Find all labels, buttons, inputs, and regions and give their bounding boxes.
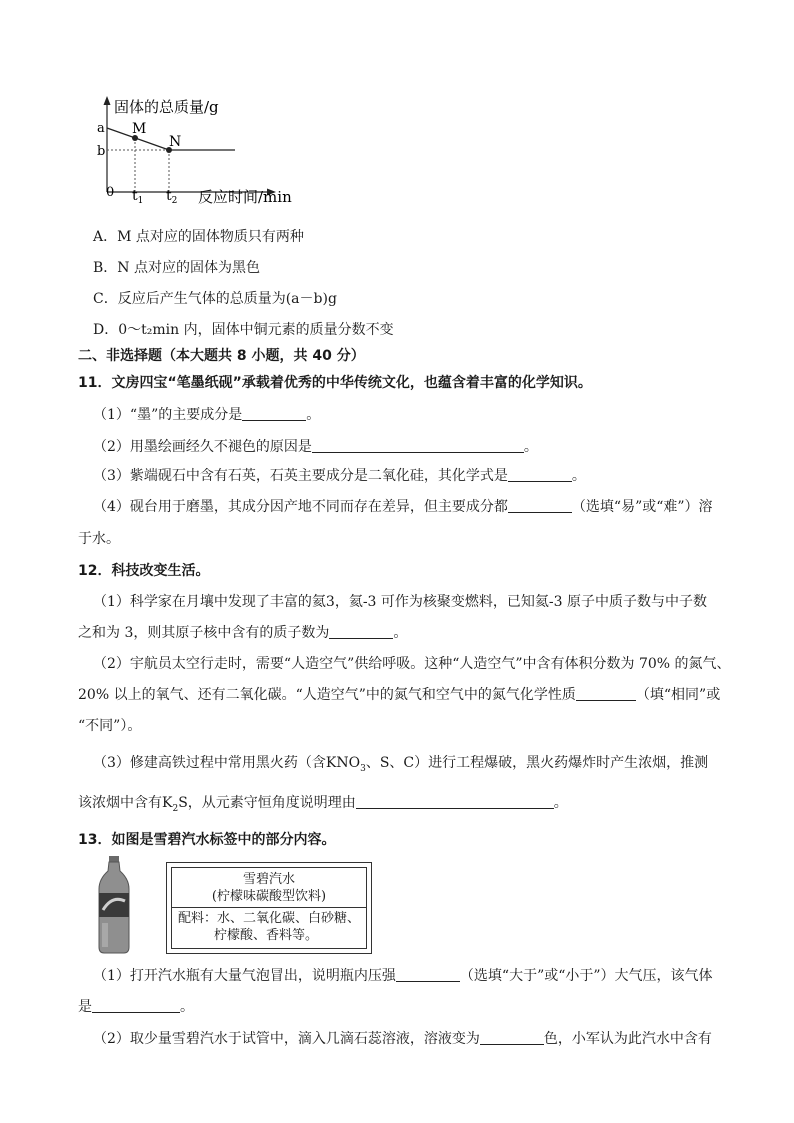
q11-part4-cont: 于水。 (78, 531, 120, 547)
label-title: 雪碧汽水 (242, 872, 295, 887)
q12-part2-end: “不同”）。 (78, 718, 142, 734)
mass-time-graph (94, 92, 324, 212)
q11-part3-text: （3）紫端砚石中含有石英，石英主要成分是二氧化硅，其化学式是 (93, 468, 508, 484)
q11-part3-end: 。 (571, 468, 586, 484)
option-d: D．0～t₂min 内，固体中铜元素的质量分数不变 (93, 322, 394, 338)
option-a: A．M 点对应的固体物质只有两种 (93, 229, 304, 245)
sprite-label-box (166, 862, 372, 954)
y-axis-arrow (104, 96, 111, 105)
label-ingredients-1: 配料：水、二氧化碳、白砂糖、 (178, 911, 361, 926)
q12-part2-mid: （填“相同”或 (635, 687, 721, 703)
y-axis-label: 固体的总质量/g (114, 98, 219, 116)
q12-part3-mid: 、S、C）进行工程爆破，黑火药爆炸时产生浓烟，推测 (365, 755, 709, 771)
label-origin: 0 (106, 185, 115, 200)
x-axis-label: 反应时间/min (198, 188, 292, 206)
q12-part2-cont (78, 686, 742, 704)
q12-part3-sub2: 2 (172, 803, 179, 814)
label-subtitle: (柠檬味碳酸型饮料) (172, 888, 366, 908)
q11-part2 (93, 438, 757, 456)
option-c: C．反应后产生气体的总质量为(a－b)g (93, 291, 337, 307)
q12-part2-text: 20% 以上的氧气、还有二氧化碳。“人造空气”中的氮气和空气中的氮气化学性质 (78, 687, 576, 703)
q12-part3-text3: S，从元素守恒角度说明理由 (178, 795, 356, 811)
q12-part3-sub: 3 (360, 763, 366, 774)
label-ingredients-2: 柠檬酸、香料等。 (214, 928, 319, 943)
q12-part1-end: 。 (393, 625, 408, 641)
q12-part1-text: 之和为 3，则其原子核中含有的质子数为 (78, 625, 330, 641)
option-b: B．N 点对应的固体为黑色 (93, 260, 260, 276)
q11-part2-text: （2）用墨绘画经久不褪色的原因是 (93, 439, 312, 455)
label-m: M (132, 121, 147, 137)
q12-part3-text: （3）修建高铁过程中常用黑火药（含KNO (93, 755, 361, 771)
q12-blank1[interactable] (329, 624, 393, 639)
q13-part1-mid: （选填“大于”或“小于”）大气压，该气体 (459, 968, 713, 984)
q13-part1-text: （1）打开汽水瓶有大量气泡冒出，说明瓶内压强 (93, 968, 396, 984)
q13-part1-cont (78, 998, 742, 1016)
q11-part1 (93, 406, 757, 424)
q13-stem: 13．如图是雪碧汽水标签中的部分内容。 (78, 832, 336, 848)
q11-part4-text: （4）砚台用于磨墨，其成分因产地不同而存在差异，但主要成分都 (93, 499, 508, 515)
q11-part3 (93, 467, 757, 485)
section-heading: 二、非选择题（本大题共 8 小题，共 40 分） (78, 348, 365, 364)
q13-part2 (93, 1030, 757, 1048)
q11-blank3[interactable] (508, 467, 572, 482)
q12-part3-text2: 该浓烟中含有K (78, 795, 173, 811)
label-a: a (97, 121, 105, 136)
q12-part3 (93, 754, 757, 778)
q12-blank3[interactable] (356, 794, 554, 809)
q13-blank3[interactable] (480, 1030, 544, 1045)
q13-part2-text: （2）取少量雪碧汽水于试管中，滴入几滴石蕊溶液，溶液变为 (93, 1031, 480, 1047)
q11-blank1[interactable] (242, 406, 306, 421)
q13-part2-end: 色，小军认为此汽水中含有 (543, 1031, 712, 1047)
q12-part1-cont (78, 624, 742, 642)
soda-bottle-image (94, 855, 134, 955)
q13-part1 (93, 967, 757, 985)
q11-stem: 11．文房四宝“笔墨纸砚”承载着优秀的中华传统文化，也蕴含着丰富的化学知识。 (78, 375, 592, 391)
q11-part2-end: 。 (523, 439, 538, 455)
q13-part1-text2: 是 (78, 999, 92, 1015)
q13-blank2[interactable] (92, 998, 180, 1013)
q12-blank2[interactable] (576, 686, 636, 701)
q11-part4 (93, 498, 757, 516)
q11-part4-mid: （选填“易”或“难”）溶 (571, 499, 713, 515)
q12-part2: （2）宇航员太空行走时，需要“人造空气”供给呼吸。这种“人造空气”中含有体积分数为 70% 的氮气、 (93, 656, 731, 672)
label-t1: $t_1$ (132, 188, 144, 206)
q13-blank1[interactable] (396, 967, 460, 982)
q12-part1: （1）科学家在月壤中发现了丰富的氦3，氦-3 可作为核聚变燃料，已知氦-3 原子中质子数与中子数 (93, 594, 707, 610)
q11-part1-text: （1）“墨”的主要成分是 (93, 407, 243, 423)
q11-part1-end: 。 (306, 407, 321, 423)
label-n: N (169, 134, 182, 150)
q11-blank4[interactable] (508, 498, 572, 513)
q12-part3-cont (78, 794, 742, 818)
label-t2: $t_2$ (166, 188, 178, 206)
q12-stem: 12．科技改变生活。 (78, 563, 210, 579)
q12-part3-end: 。 (553, 795, 568, 811)
label-b: b (97, 144, 106, 159)
q13-part1-end: 。 (180, 999, 194, 1015)
q11-blank2[interactable] (312, 438, 524, 453)
